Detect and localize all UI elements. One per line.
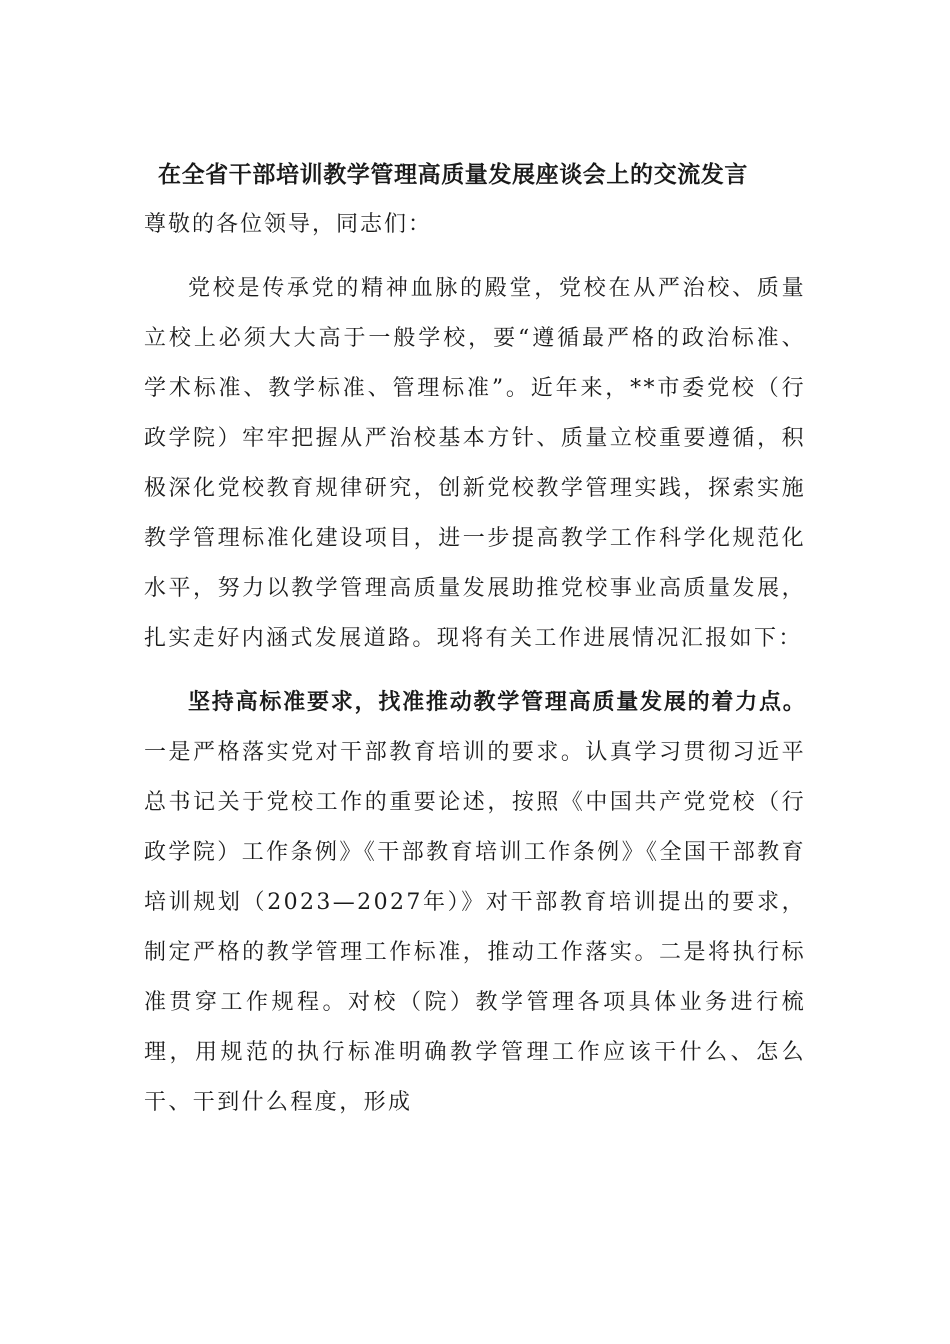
document-title: 在全省干部培训教学管理高质量发展座谈会上的交流发言: [158, 162, 748, 188]
paragraph-section-1: [144, 678, 806, 1128]
paragraph-text: 一是严格落实党对干部教育培训的要求。认真学习贯彻习近平总书记关于党校工作的重要论述，按照《中国共产党党校（行政学院）工作条例》《干部教育培训工作条例》《全国干部教育培训规划（2023—2027年）》对干部教育培训提出的要求，制定严格的教学管理工作标准，推动工作落实。二是将执行标准贯穿工作规程。对校（院）教学管理各项具体业务进行梳理，用规范的执行标准明确教学管理工作应该干什么、怎么干、干到什么程度，形成: [144, 740, 806, 1115]
section-heading: 坚持高标准要求，找准推动教学管理高质量发展的着力点。: [188, 690, 806, 715]
greeting-line: 尊敬的各位领导，同志们：: [144, 212, 433, 237]
paragraph-intro: [144, 264, 806, 664]
document-body: [144, 150, 806, 1128]
paragraph-text: 党校是传承党的精神血脉的殿堂，党校在从严治校、质量立校上必须大大高于一般学校，要“遵循最严格的政治标准、学术标准、教学标准、管理标准”。近年来，**市委党校（行政学院）牢牢把握从严治校基本方针、质量立校重要遵循，积极深化党校教育规律研究，创新党校教学管理实践，探索实施教学管理标准化建设项目，进一步提高教学工作科学化规范化水平，努力以教学管理高质量发展助推党校事业高质量发展，扎实走好内涵式发展道路。现将有关工作进展情况汇报如下：: [144, 276, 806, 651]
